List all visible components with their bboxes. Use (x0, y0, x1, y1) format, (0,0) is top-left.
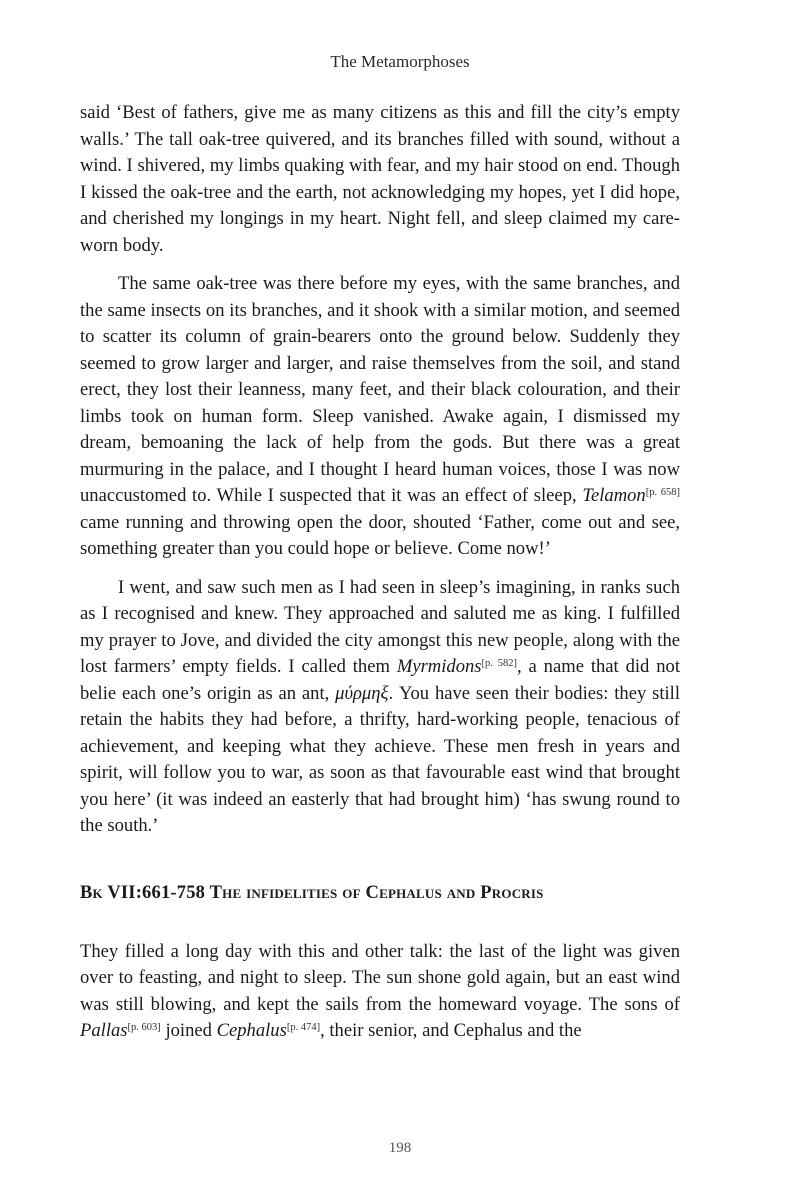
page-number: 198 (388, 1140, 412, 1156)
paragraph-4-text-a: They filled a long day with this and other talk: the last of the light was given over to feasting, and night to sleep. The sun shone gold again, but an east wind was still blowing, and kept the sails from the homeward voyage. The sons of (80, 940, 680, 1015)
paragraph-4 (80, 939, 680, 1045)
section-heading: Bk VII:661-758 The infidelities of Cephalus and Procris (80, 882, 544, 903)
paragraph-3-text-a: I went, and saw such men as I had seen in sleep’s imagining, in ranks such as I recognised and knew. They approached and saluted me as king. I fulfilled my prayer to Jove, and divided the city amongst this new people, along with the lost farmers’ empty fields. I called them (80, 576, 680, 677)
paragraph-3-text-b: , a name that did not belie each one’s origin as an ant, (80, 656, 680, 704)
paragraph-3-text-c: . You have seen their bodies: they still retain the habits they had before, a thrifty, hard-working people, tenacious of achievement, and keeping what they achieve. These men fresh in years and spirit, will follow you to war, as soon as that favourable east wind that brought you here’ (it was indeed an easterly that had brought him) ‘has swung round to the south.’ (80, 682, 680, 836)
name-telamon: Telamon (582, 485, 646, 506)
paragraph-3 (80, 575, 680, 840)
name-cephalus: Cephalus (216, 1020, 287, 1041)
page-reference: [p. 658] (645, 487, 681, 498)
name-myrmidons: Myrmidons (396, 656, 482, 677)
paragraph-2-text-a: The same oak-tree was there before my eyes, with the same branches, and the same insects on its branches, and it shook with a similar motion, and seemed to scatter its column of grain-bearers onto the ground below. Suddenly they seemed to grow larger and larger, and raise themselves from the soil, and stand erect, they lost their leanness, many feet, and their black colouration, and their limbs took on human form. Sleep vanished. Awake again, I dismissed my dream, bemoaning the lack of help from the gods. But there was a great murmuring in the palace, and I thought I heard human voices, those I was now unaccustomed to. While I suspected that it was an effect of sleep, (80, 273, 680, 506)
page-reference: [p. 582] (481, 658, 518, 669)
running-head: The Metamorphoses (330, 52, 470, 71)
paragraph-2 (80, 271, 680, 563)
paragraph-1: said ‘Best of fathers, give me as many citizens as this and fill the city’s empty walls.’ The tall oak-tree quivered, and its branches filled with sound, without a wind. I shivered, my limbs quaking with fear, and my hair stood on end. Though I kissed the oak-tree and the earth, not acknowledging my hopes, yet I did hope, and cherished my longings in my heart. Night fell, and sleep claimed my care-worn body. (80, 102, 680, 256)
name-pallas: Pallas (80, 1020, 128, 1041)
page-reference: [p. 603] (127, 1022, 161, 1033)
body-text (80, 100, 680, 1045)
paragraph-2-text-b: came running and throwing open the door, shouted ‘Father, come out and see, something greater than you could hope or believe. Come now!’ (80, 511, 680, 559)
paragraph-4-text-b: joined (165, 1020, 212, 1041)
page-reference: [p. 474] (286, 1022, 321, 1033)
paragraph-4-text-c: , their senior, and Cephalus and the (320, 1020, 582, 1041)
greek-word: μύρμηξ (335, 682, 389, 704)
